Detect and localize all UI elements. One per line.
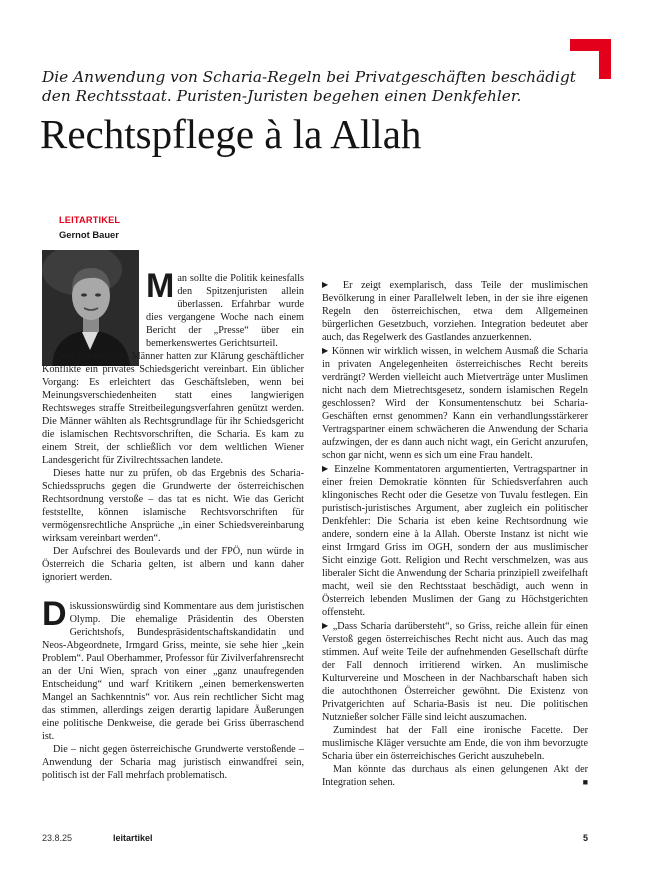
body-paragraph: Dieses hatte nur zu prüfen, ob das Ergebnis des Scharia-Schiedsspruchs gegen die Grundwerte der österreichischen Rechtsordnung verstoße – das tat es nicht. Wie das Gericht feststellte, können islamische Rechtsvorschriften für vermögensrechtliche Ansprüche „in einer Schiedsvereinbarung wirksam vereinbart werden“.	[42, 468, 304, 544]
body-paragraph: Zwei muslimische Männer hatten zur Klärung geschäftlicher Konflikte ein privates Schiedsgericht vereinbart. Ein üblicher Vorgang: Es erleichtert das Geschäftsleben, wenn bei Meinungsverschiedenheiten statt eines langwierigen Rechtsweges straffe Streitbeilegungsverfahren genützt werden. Die Männer wählten als Rechtsgrundlage für ihr Schiedsgericht die islamischen Rechtsvorschriften, die Scharia. Es kam zu einem Streit, der schließlich vor dem weltlichen Wiener Landesgericht für Zivilrechtssachen landete.	[42, 351, 304, 466]
footer-date: 23.8.25	[42, 833, 73, 843]
footer-page-number: 5	[583, 833, 589, 843]
bullet-text: „Dass Scharia darübersteht“, so Griss, reiche allein für einen Verstoß gegen österreichisches Recht nicht aus. Auch das mag stimmen. Auf weite Teile der aufnehmenden Gesellschaft dürfte der Fall dennoch irritierend wirken. An muslimische Kulturvereine und Moscheen in der Nachbarschaft haben sich die autochthonen Österreicher gewöhnt. Die Existenz von Privatgerichten auf Scharia-Basis ist neu. Die politischen Nutznießer solcher Fälle sind leicht auszumachen.	[322, 621, 589, 723]
closing-paragraph	[322, 763, 588, 789]
footer-section-name: leitartikel	[113, 833, 153, 843]
bullet-paragraph	[322, 619, 588, 724]
bullet-paragraph	[322, 462, 588, 619]
section-paragraph	[42, 595, 304, 743]
deck-line-2: den Rechtsstaat. Puristen-Juristen begehen einen Denkfehler.	[42, 87, 522, 105]
lead-dropcap: M	[146, 267, 175, 305]
bullet-text: Einzelne Kommentatoren argumentierten, Vertragspartner in einer freien Demokratie könnten für Schiedsverfahren auch klingonisches Recht oder die Gesetze von Tuvalu festlegen. Ein puristisch-juristisches Argument, aber zugleich ein politischer Denkfehler: Die Scharia ist eben keine Rechtsordnung wie andere, sondern eine à la Allah. Oberste Instanz ist nicht wie einst Irmgard Griss im OGH, sondern der aus muslimischer Sicht einzige Gott. Religion und Recht verschmelzen, was aus liberaler Sicht die Anwendung der Scharia prinzipiell zweifelhaft macht, weil sie den Rechtsstaat beschädigt, auch wenn in Österreich lebenden Muslimen der Gang zu Höchstgerichten offensteht.	[322, 464, 589, 618]
bullet-triangle-icon: ▶	[322, 346, 329, 355]
lead-paragraph-wrap	[146, 267, 304, 350]
body-paragraph: Die – nicht gegen österreichische Grundwerte verstoßende – Anwendung der Scharia mag juristisch einwandfrei sein, politisch ist der Fall mehrfach problematisch.	[42, 744, 304, 781]
section-dropcap: D	[42, 595, 67, 633]
bullet-text: Er zeigt exemplarisch, dass Teile der muslimischen Bevölkerung in einer Parallelwelt leben, in der sie ihre eigenen Regeln den österreichischen, etwa dem Allgemeinen bürgerlichen Gesetzbuch, vorziehen. Integration bedeutet aber auch, das Regelwerk des Gastlandes anzuerkennen.	[322, 280, 589, 343]
corner-accent-bar-vertical	[599, 39, 611, 79]
deck-line-1: Die Anwendung von Scharia-Regeln bei Privatgeschäften beschädigt	[42, 68, 576, 86]
closing-text: Man könnte das durchaus als einen gelungenen Akt der Integration sehen.	[322, 764, 588, 788]
bullet-paragraph	[322, 344, 588, 462]
bullet-triangle-icon: ▶	[322, 280, 335, 289]
bullet-triangle-icon: ▶	[322, 621, 330, 630]
lead-text: an sollte die Politik keinesfalls den Spitzenjuristen allein überlassen. Erfahrbar wurde dies vergangene Woche nach einem Bericht der „Presse“ über ein bemerkenswertes Gerichtsurteil.	[146, 273, 304, 349]
end-of-article-icon: ■	[582, 777, 588, 787]
bullet-paragraph	[322, 278, 588, 344]
article-headline: Rechtspflege à la Allah	[40, 111, 422, 157]
corner-accent-mark	[570, 39, 611, 79]
section-kicker: LEITARTIKEL	[59, 215, 121, 225]
body-paragraph: Zumindest hat der Fall eine ironische Facette. Der muslimische Kläger versuchte am Ende, die von ihm bevorzugte Scharia über ein österreichisches Gericht auszuhebeln.	[322, 725, 588, 762]
article-deck	[42, 68, 576, 106]
article-column-right	[322, 278, 588, 789]
bullet-text: Können wir wirklich wissen, in welchem Ausmaß die Scharia in privaten Angelegenheiten österreichisches Recht bereits verdrängt? Werden vielleicht auch Mietverträge unter Muslimen nicht nach dem Mietrechtsgesetz, sondern islamischen Regeln geschlossen? Wird der Konsumentenschutz bei Scharia-Geschäften ernst genommen? Kann ein verhandlungsstärkerer Vertragspartner einem schwächeren die Anwendung der Scharia aufzwingen, der es dann auch nicht wagt, ein Gericht anzurufen, schon gar nicht, wenn es sich um eine Frau handelt.	[322, 346, 588, 461]
author-byline: Gernot Bauer	[59, 229, 119, 240]
bullet-triangle-icon: ▶	[322, 464, 330, 473]
body-paragraph: Der Aufschrei des Boulevards und der FPÖ, nun würde in Österreich die Scharia gelten, ist albern und kann daher ignoriert werden.	[42, 546, 304, 583]
section-text: iskussionswürdig sind Kommentare aus dem juristischen Olymp. Die ehemalige Präsidentin des Obersten Gerichtshofs, Bundespräsidentschaftskandidatin und Neos-Abgeordnete, Irmgard Griss, meinte, sie sehe hier „kein Problem“. Paul Oberhammer, Professor für Zivilverfahrensrecht an der Uni Wien, sprach von einer „ganz unaufregenden Entscheidung“ und warf Kritikern „einen bemerkenswerten Mangel an Sachkenntnis“ vor. Aus rein rechtlicher Sicht mag das stimmen, allerdings zeigen derartig lapidare Äußerungen eine politische Denkweise, die gerade bei Griss überraschend ist.	[42, 601, 304, 742]
article-column-left	[42, 267, 304, 782]
lead-paragraph	[146, 267, 304, 350]
